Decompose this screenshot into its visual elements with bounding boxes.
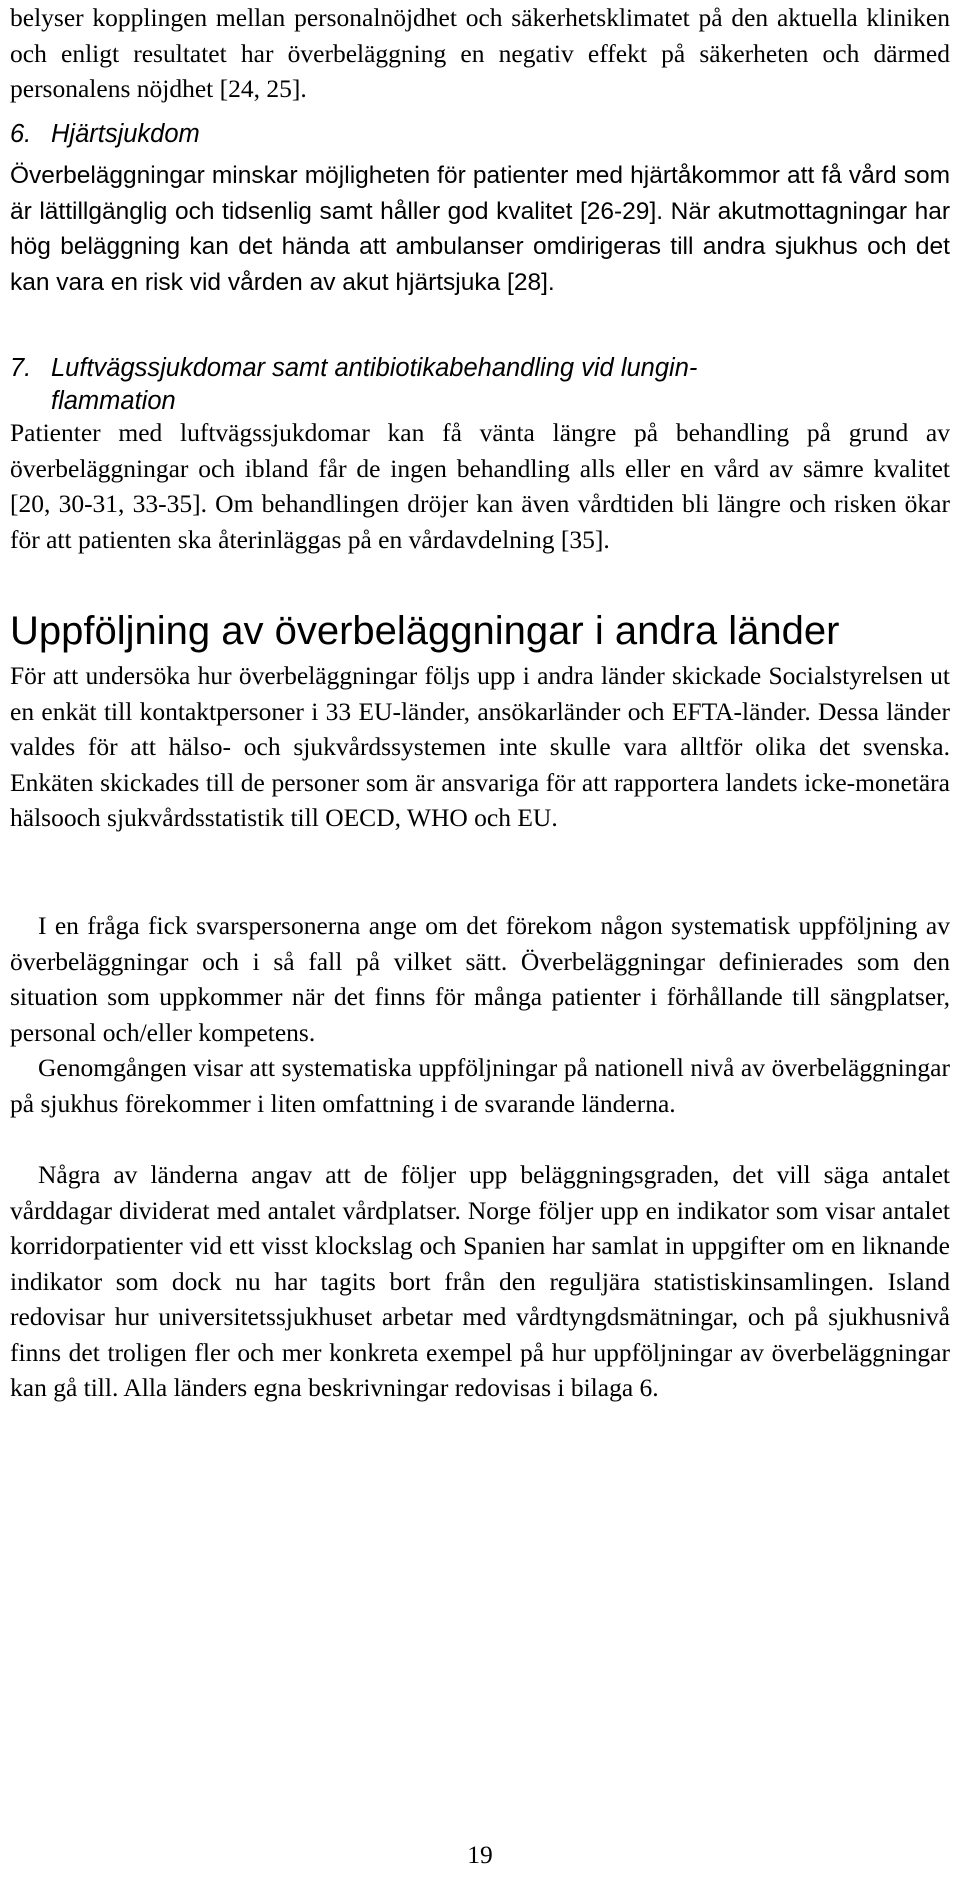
section-title-line1: Luftvägssjukdomar samt antibiotikabehandling vid lungin-: [51, 354, 698, 382]
section-number: 7.: [10, 354, 32, 382]
main-heading: Uppföljning av överbeläggningar i andra länder: [10, 609, 840, 653]
body-paragraph: Genomgången visar att systematiska uppföljningar på nationell nivå av överbeläggningar på sjukhus förekommer i liten omfattning i de svarande länderna.: [10, 1053, 950, 1118]
body-paragraph: För att undersöka hur överbeläggningar följs upp i andra länder skickade Socialstyrelsen ut en enkät till kontaktpersoner i 33 EU-länder, ansökarländer och EFTA-länder. Dessa länder valdes för att hälso- och sjukvårdssystemen inte skulle vara alltför olika det svenska. Enkäten skickades till de personer som är ansvariga för att rapportera landets icke-monetära hälsooch sjukvårdsstatistik till OECD, WHO och EU.: [10, 661, 950, 832]
section-title-line2: flammation: [51, 387, 176, 415]
section-heading-7: [10, 352, 910, 418]
section-heading-6: [10, 118, 910, 151]
body-paragraph: Några av länderna angav att de följer upp beläggningsgraden, det vill säga antalet vårddagar dividerat med antalet vårdplatser. Norge följer upp en indikator som visar antalet korridorpatienter vid ett visst klockslag och Spanien har samlat in uppgifter om en liknande indikator som dock nu har tagits bort från den reguljära statistiskinsamlingen. Island redovisar hur universitetssjukhuset arbetar med vårdtyngdsmätningar, och på sjukhusnivå finns det troligen fler och mer konkreta exempel på hur uppföljningar av överbeläggningar kan gå till. Alla länders egna beskrivningar redovisas i bilaga 6.: [10, 1160, 950, 1402]
body-paragraph: I en fråga fick svarspersonerna ange om det förekom någon systematisk uppföljning av överbeläggningar och i så fall på vilket sätt. Överbeläggningar definierades som den situation som uppkommer när det finns för många patienter i förhållande till sängplatser, personal och/eller kompetens.: [10, 911, 950, 1047]
section-number: 6.: [10, 120, 32, 148]
body-paragraph: belyser kopplingen mellan personalnöjdhet och säkerhetsklimatet på den aktuella kliniken och enligt resultatet har överbeläggning en negativ effekt på säkerheten och därmed personalens nöjdhet [24, 25].: [10, 3, 950, 103]
section-7-body: Patienter med luftvägssjukdomar kan få vänta längre på behandling på grund av överbeläggningar och ibland får de ingen behandling alls eller en vård av sämre kvalitet [20, 30-31, 33-35]. Om behandlingen dröjer kan även vårdtiden bli längre och risken ökar för att patienten ska återinläggas på en vårdavdelning [35].: [10, 418, 950, 554]
section-title: Hjärtsjukdom: [51, 120, 200, 148]
section-6-body: Överbeläggningar minskar möjligheten för patienter med hjärtåkommor att få vård som är lättillgänglig och tidsenlig samt håller god kvalitet [26-29]. När akutmottagningar har hög beläggning kan det hända att ambulanser omdirigeras till andra sjukhus och det kan vara en risk vid vården av akut hjärtsjuka [28].: [10, 162, 950, 296]
page-number: 19: [467, 1840, 493, 1869]
